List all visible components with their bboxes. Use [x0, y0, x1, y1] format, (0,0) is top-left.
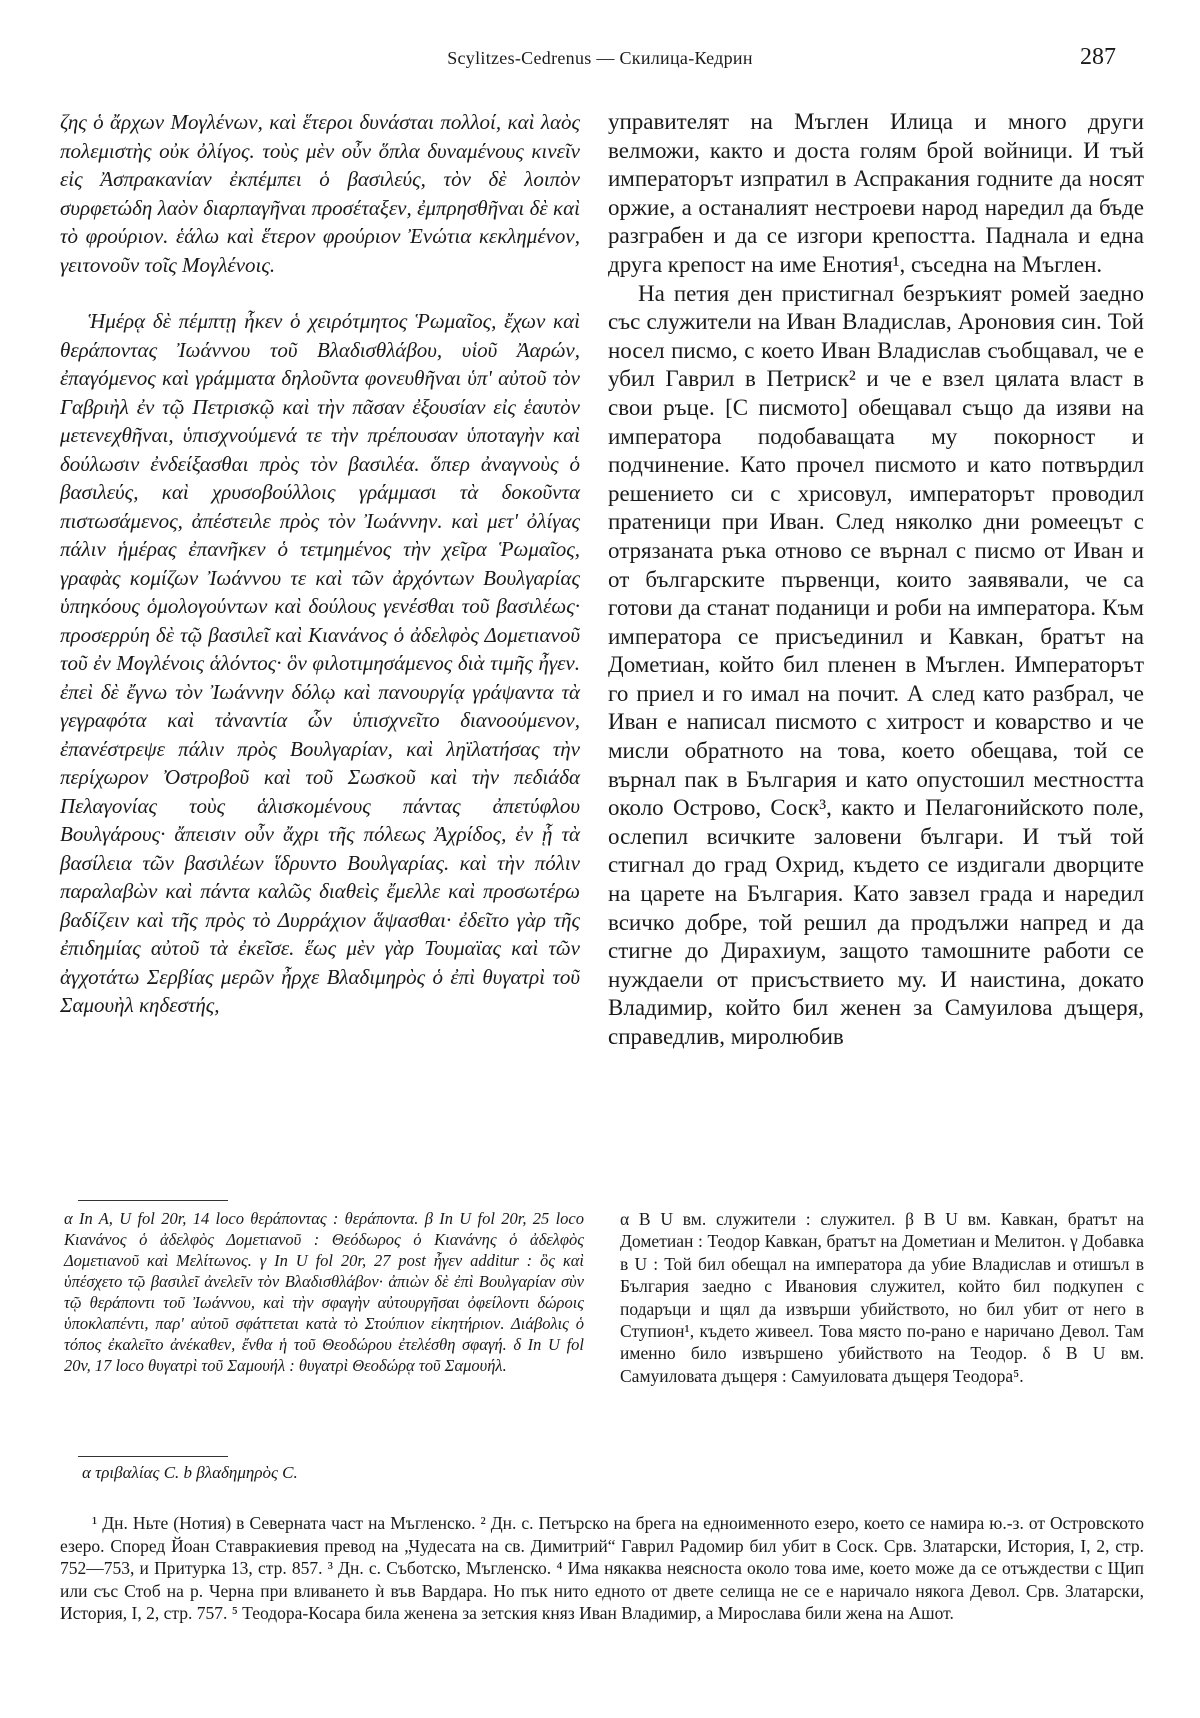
greek-apparatus: α In A, U fol 20r, 14 loco θεράποντας : θεράποντα. β In U fol 20r, 25 loco Κιανάνος ὁ ἀδελφὸς Δομετιανοῦ : Θεόδωρος ὁ Κιανάνης ὁ ἀδελφὸς Δομετιανοῦ καὶ Μελίτωνος. γ In U fol 20r, 27 post ἦγεν additur : ὃς καὶ ὑπέσχετο τῷ βασιλεῖ ἀνελεῖν τὸν Βλαδισθλάβον· ἀπιὼν δὲ ἐπὶ Βουλγαρίαν σὺν τῷ θεράποντι τοῦ Ἰωάννου, καὶ τὴν σφαγὴν αὐτουργῆσαι ὀφείλοντι δώροις ὑποκλαπέντι, παρ' αὐτοῦ σφάττεται κατὰ τὸ Στούπιον εἰκητήριον. Διάβολις ὁ τόπος ἐκαλεῖτο ἀνέκαθεν, ἔνθα ἡ τοῦ Θεοδώρου ἐτελέσθη σφαγή. δ In U fol 20v, 17 loco θυγατρὶ τοῦ Σαμουήλ : θυγατρὶ Θεοδώρᾳ τοῦ Σαμουήλ. — [64, 1209, 584, 1375]
apparatus-divider — [78, 1200, 228, 1201]
greek-paragraph-2: Ἡμέρᾳ δὲ πέμπτῃ ἧκεν ὁ χειρότμητος Ῥωμαῖος, ἔχων καὶ θεράποντας Ἰωάννου τοῦ Βλαδισθλάβου, υἱοῦ Ἀαρών, ἐπαγόμενος καὶ γράμματα δηλοῦντα φονευθῆναι ὑπ' αὐτοῦ τὸν Γαβριὴλ ἐν τῷ Πετρισκῷ καὶ τὴν πᾶσαν ἐξουσίαν εἰς ἑαυτὸν μετενεχθῆναι, ὑπισχνούμενά τε τὴν πρέπουσαν ὑποταγὴν καὶ δούλωσιν ἐνδείξασθαι πρὸς τὸν βασιλέα. ὅπερ ἀναγνοὺς ὁ βασιλεύς, καὶ χρυσοβούλλοις γράμμασι τὰ δοκοῦντα πιστωσάμενος, ἀπέστειλε πρὸς τὸν Ἰωάννην. καὶ μετ' ὀλίγας πάλιν ἡμέρας ἐπανῆκεν ὁ τετμημένος τὴν χεῖρα Ῥωμαῖος, γραφὰς κομίζων Ἰωάννου τε καὶ τῶν ἀρχόντων Βουλγαρίας ὑπηκόους ὁμολογούντων καὶ δούλους γενέσθαι τοῦ βασιλέως· προσερρύη δὲ τῷ βασιλεῖ καὶ Κιανάνος ὁ ἀδελφὸς Δομετιανοῦ τοῦ ἐν Μογλένοις ἁλόντος· ὃν φιλοτιμησάμενος διὰ τιμῆς ἦγεν. ἐπεὶ δὲ ἔγνω τὸν Ἰωάννην δόλῳ καὶ πανουργίᾳ γράψαντα τὰ γεγραφότα καὶ τἀναντία ὧν ὑπισχνεῖτο διανοούμενον, ἐπανέστρεψε πάλιν πρὸς Βουλγαρίαν, καὶ ληϊλατήσας τὴν περίχωρον Ὀστροβοῦ καὶ τοῦ Σωσκοῦ καὶ τὴν πεδιάδα Πελαγονίας τοὺς ἁλισκομένους πάντας ἀπετύφλου Βουλγάρους· ἄπεισιν οὖν ἄχρι τῆς πόλεως Ἀχρίδος, ἐν ᾗ τὰ βασίλεια τῶν βασιλέων ἵδρυντο Βουλγαρίας. καὶ τὴν πόλιν παραλαβὼν καὶ πάντα καλῶς διαθεὶς ἔμελλε καὶ προσωτέρω βαδίζειν καὶ τῆς πρὸς τὸ Δυρράχιον ἅψασθαι· ἐδεῖτο γὰρ τῆς ἐπιδημίας αὐτοῦ τὰ ἐκεῖσε. ἕως μὲν γὰρ Τουμαϊας καὶ τῶν ἀγχοτάτω Σερβίας μερῶν ἦρχε Βλαδιμηρὸς ὁ ἐπὶ θυγατρὶ τοῦ Σαμουὴλ κηδεστής, — [60, 309, 580, 1017]
footnotes-text: ¹ Дн. Ньте (Нотия) в Северната част на Мъгленско. ² Дн. с. Петърско на брега на едноименното езеро, което се намира ю.-з. от Островското езеро. Според Йоан Ставракиевия превод на „Чудесата на св. Димитрий“ Гаврил Радомир бил убит в Соск. Срв. Златарски, История, I, 2, стр. 752—753, и Притурка 13, стр. 857. ³ Дн. с. Съботско, Мъгленско. ⁴ Има някаква неясноста около това име, което може да се отъждестви с Щип или със Стоб на р. Черна при вливането ѝ във Вардара. Но пък нито едното от двете селища не се е наричало някога Девол. Срв. Златарски, История, I, 2, стр. 757. ⁵ Теодора-Косара била женена за зетския княз Иван Владимир, а Мирослава били жена на Ашот. — [60, 1513, 1144, 1624]
greek-paragraph-1: ζης ὁ ἄρχων Μογλένων, καὶ ἕτεροι δυνάσται πολλοί, καὶ λαὸς πολεμιστὴς οὐκ ὀλίγος. τοὺς μὲν οὖν ὅπλα δυναμένους κινεῖν εἰς Ἀσπρακανίαν ἐκπέμπει ὁ βασιλεύς, τὸν δὲ λοιπὸν συρφετώδη λαὸν διαρπαγῆναι προσέταξεν, ἐμπρησθῆναι δὲ καὶ τὸ φρούριον. ἑάλω καὶ ἕτερον φρούριον Ἐνώτια κεκλημένον, γειτονοῦν τοῖς Μογλένοις. — [60, 110, 580, 277]
bulgarian-apparatus: α В U вм. служители : служител. β В U вм. Кавкан, братът на Дометиан : Теодор Кавкан, братът на Дометиан и Мелитон. γ Добавка в U : Той бил обещал на императора да убие Владислав и отишъл в България заедно с Ивановия служител, който бил подкупен с подаръци и щял да извърши убийството, но бил убит от него в Ступион¹, където живеел. Това място по-рано е наричано Девол. Там именно било извършено убийството на Теодор. δ В U вм. Самуиловата дъщеря : Самуиловата дъщеря Теодора⁵. — [620, 1209, 1144, 1386]
footnotes — [60, 1512, 1144, 1625]
running-head — [60, 40, 1140, 76]
bulgarian-paragraph-1: управителят на Мъглен Илица и много други велможи, както и доста голям брой войници. И тъй императорът изпратил в Аспракания годните да носят оржие, а останалият нестроеви народ наредил да бъде разграбен и да се изгори крепостта. Паднала и една друга крепост на име Енотия¹, съседна на Мъглен. — [608, 109, 1144, 277]
greek-text-column — [60, 108, 580, 1020]
bulgarian-paragraph-2: На петия ден пристигнал безръкият ромей заедно със служители на Иван Владислав, Ароновия син. Той носел писмо, с което Иван Владислав съобщавал, че е убил Гаврил в Петриск² и че е взел цялата власт в свои ръце. [С писмото] обещавал също да изяви на императора подобаващата му покорност и подчинение. Като прочел писмото и като потвърдил решението си с хрисовул, императорът проводил пратеници при Иван. След няколко дни ромеецът с отрязаната ръка отново се върнал с писмо от Иван и от българските първенци, които заявявали, че са готови да станат поданици и роби на императора. Към императора се присъединил и Кавкан, братът на Дометиан, който бил пленен в Мъглен. Императорът го приел и го имал на почит. А след като разбрал, че Иван е написал писмото с хитрост и коварство и че мисли обратното на това, което обещава, той се върнал пак в България и като опустошил местността около Острово, Соск³, както и Пелагонийското поле, ослепил всичките заловени българи. И тъй той стигнал до град Охрид, където се издигали дворците на царете на България. Като завзел града и наредил всичко добре, той решил да продължи напред и да стигне до Дирахиум, защото тамошните работи се нуждаели от присъствието му. И наистина, докато Владимир, който бил женен за Самуилова дъщеря, справедлив, миролюбив — [608, 280, 1144, 1049]
apparatus-divider-2 — [78, 1456, 228, 1457]
running-title: Scylitzes-Cedrenus — Скилица-Кедрин — [447, 48, 753, 68]
greek-apparatus-2: α τριβαλίας C. b βλαδημηρὸς C. — [82, 1463, 298, 1482]
page-number: 287 — [1080, 44, 1116, 70]
bulgarian-text-column — [608, 108, 1144, 1052]
